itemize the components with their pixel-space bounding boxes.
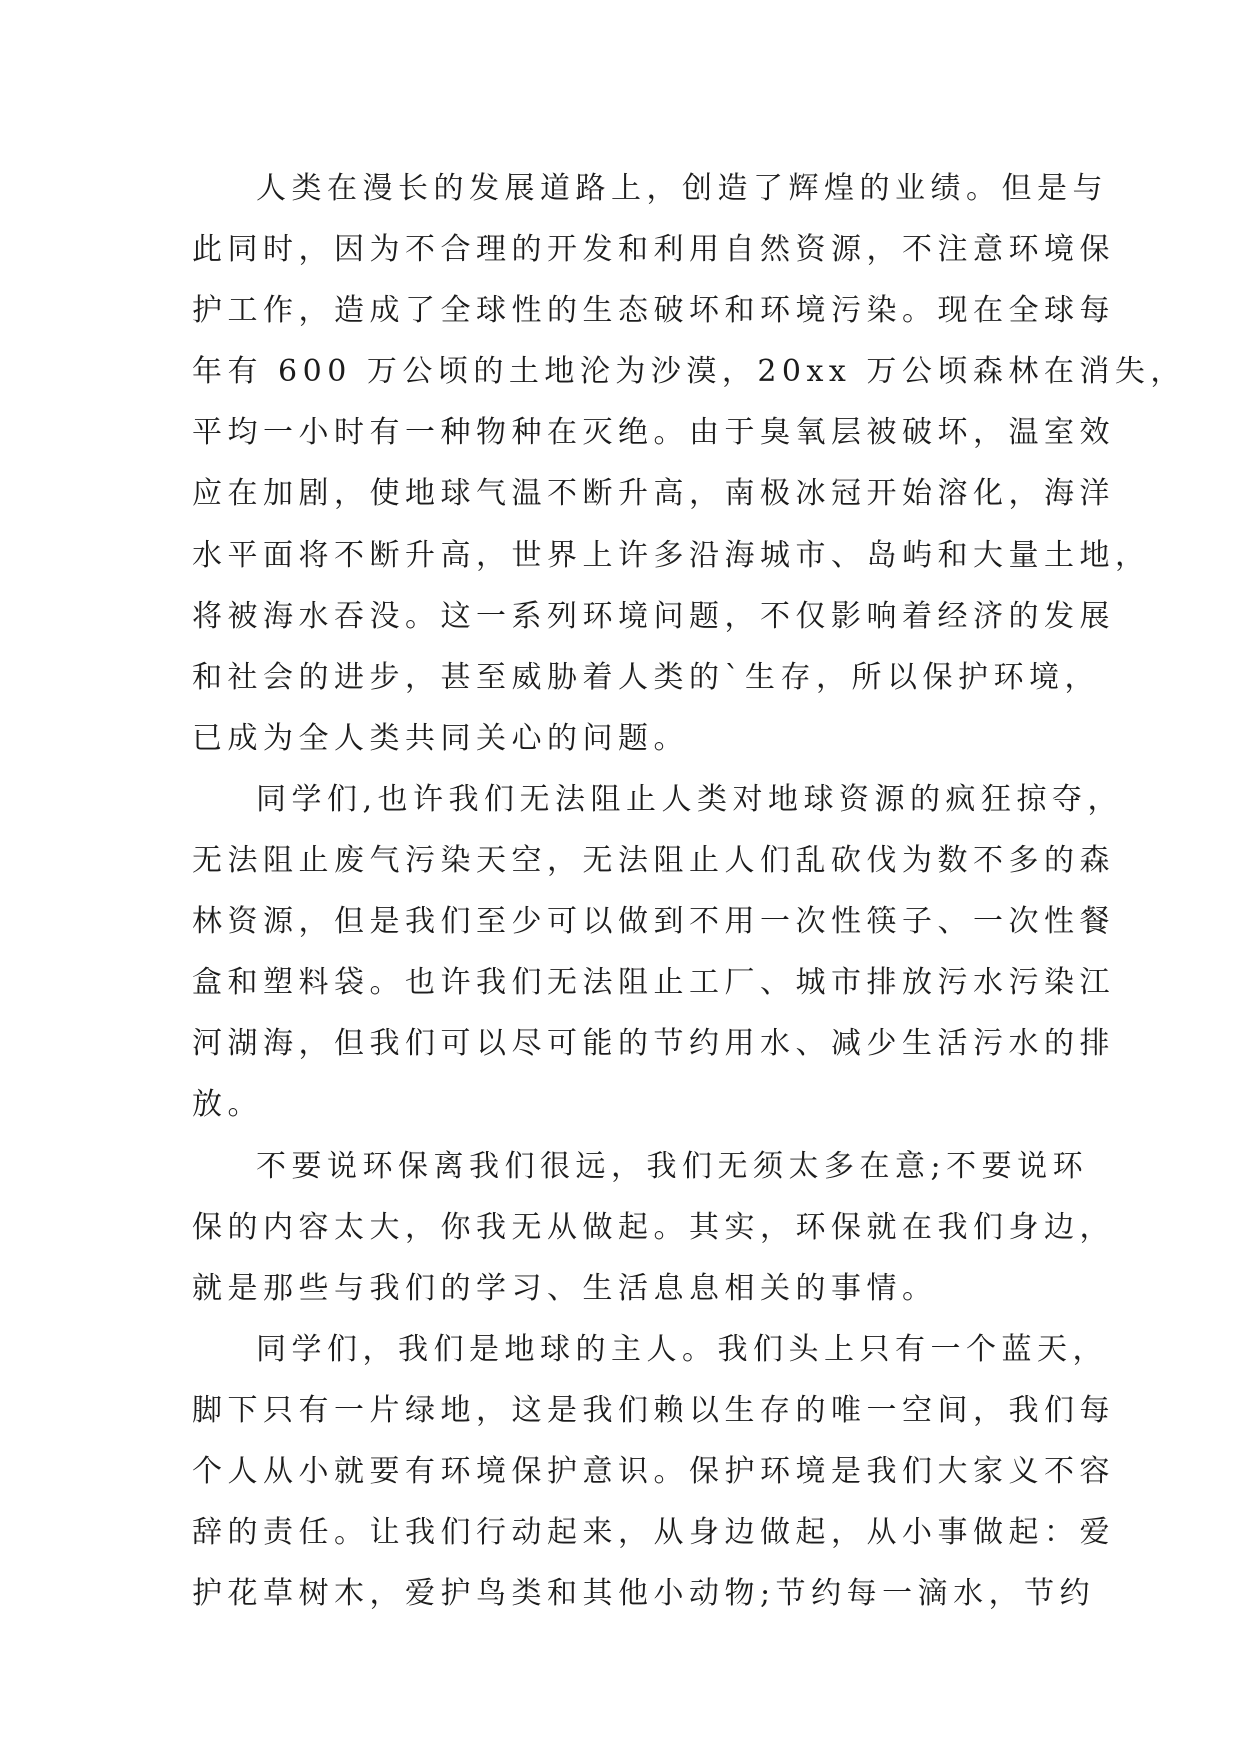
text-line: 就是那些与我们的学习、生活息息相关的事情。 <box>192 1270 938 1306</box>
paragraph <box>192 769 1124 1136</box>
text-line: 盒和塑料袋。也许我们无法阻止工厂、城市排放污水污染江 <box>192 965 1115 1001</box>
text-line: 此同时，因为不合理的开发和利用自然资源，不注意环境保 <box>192 232 1115 268</box>
text-line: 护花草树木，爱护鸟类和其他小动物;节约每一滴水，节约 <box>192 1576 1096 1612</box>
text-line: 无法阻止废气污染天空，无法阻止人们乱砍伐为数不多的森 <box>192 843 1115 879</box>
text-line: 放。 <box>192 1087 263 1123</box>
text-line: 应在加剧，使地球气温不断升高，南极冰冠开始溶化，海洋 <box>192 476 1115 512</box>
text-line: 已成为全人类共同关心的问题。 <box>192 720 689 756</box>
text-line: 不要说环保离我们很远，我们无须太多在意;不要说环 <box>256 1148 1089 1184</box>
text-line: 辞的责任。让我们行动起来，从身边做起，从小事做起：爱 <box>192 1515 1115 1551</box>
text-line: 同学们，我们是地球的主人。我们头上只有一个蓝天， <box>256 1331 1108 1367</box>
text-line: 河湖海，但我们可以尽可能的节约用水、减少生活污水的排 <box>192 1026 1115 1062</box>
text-line: 个人从小就要有环境保护意识。保护环境是我们大家义不容 <box>192 1453 1115 1489</box>
paragraph <box>192 158 1186 769</box>
paragraph <box>192 1319 1115 1624</box>
text-line: 脚下只有一片绿地，这是我们赖以生存的唯一空间，我们每 <box>192 1392 1115 1428</box>
paragraph <box>192 1136 1115 1319</box>
text-line: 护工作，造成了全球性的生态破坏和环境污染。现在全球每 <box>192 293 1115 329</box>
text-line: 平均一小时有一种物种在灭绝。由于臭氧层被破坏，温室效 <box>192 415 1115 451</box>
text-line: 人类在漫长的发展道路上，创造了辉煌的业绩。但是与 <box>256 171 1108 206</box>
text-line: 同学们,也许我们无法阻止人类对地球资源的疯狂掠夺， <box>256 781 1124 817</box>
text-line: 水平面将不断升高，世界上许多沿海城市、岛屿和大量土地， <box>192 537 1151 573</box>
text-line: 和社会的进步，甚至威胁着人类的`生存，所以保护环境， <box>192 659 1100 695</box>
text-line: 将被海水吞没。这一系列环境问题，不仅影响着经济的发展 <box>192 598 1115 634</box>
text-line: 年有 600 万公顷的土地沦为沙漠，20xx 万公顷森林在消失， <box>192 354 1186 390</box>
text-line: 保的内容太大，你我无从做起。其实，环保就在我们身边， <box>192 1209 1115 1245</box>
document-body <box>192 158 1186 1624</box>
text-line: 林资源，但是我们至少可以做到不用一次性筷子、一次性餐 <box>192 904 1115 940</box>
